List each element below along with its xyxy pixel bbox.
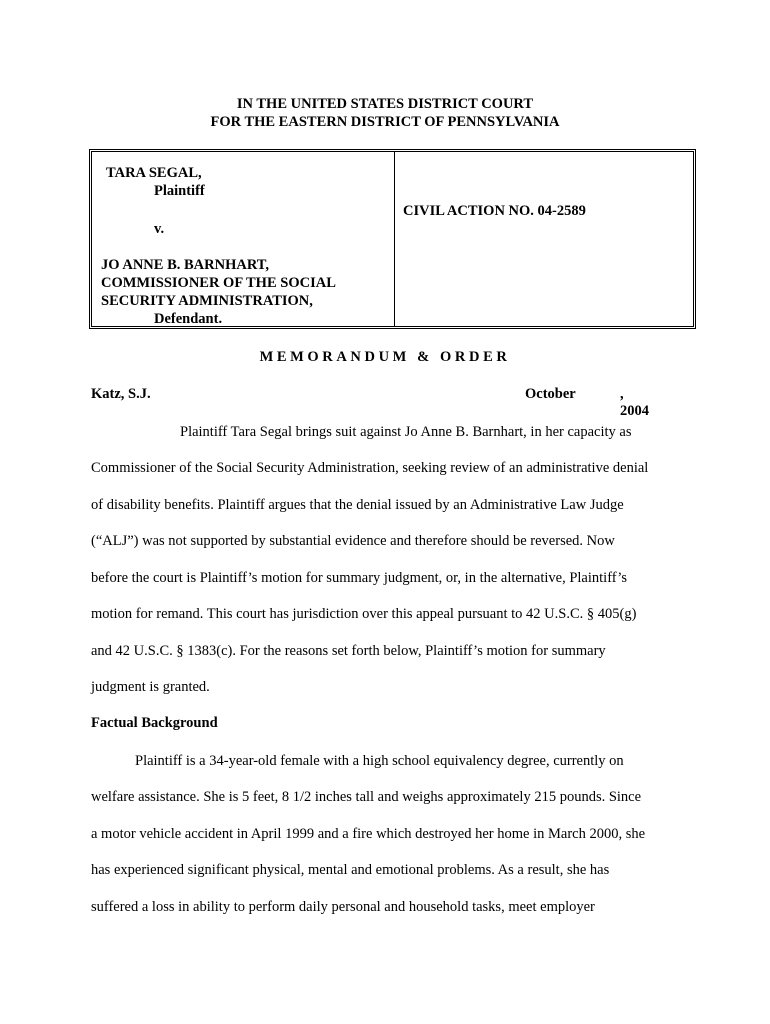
caption-divider: [394, 152, 395, 326]
defendant-role: Defendant.: [154, 311, 223, 327]
body-line: judgment is granted.: [91, 679, 210, 695]
defendant-title-line-1: COMMISSIONER OF THE SOCIAL: [101, 275, 336, 291]
date-month: October: [525, 386, 576, 402]
date-year: , 2004: [620, 386, 649, 419]
defendant-title-line-2: SECURITY ADMINISTRATION,: [101, 293, 313, 309]
defendant-name: JO ANNE B. BARNHART,: [101, 257, 270, 273]
case-caption-box: [89, 149, 696, 329]
body-line: Plaintiff Tara Segal brings suit against Jo Anne B. Barnhart, in her capacity as: [180, 424, 632, 440]
court-name-line-1: IN THE UNITED STATES DISTRICT COURT: [236, 96, 534, 112]
body-line: and 42 U.S.C. § 1383(c). For the reasons set forth below, Plaintiff’s motion for summary: [91, 643, 606, 659]
body-line: Plaintiff is a 34-year-old female with a high school equivalency degree, currently on: [135, 753, 624, 769]
judge-name: Katz, S.J.: [91, 386, 151, 402]
section-heading: Factual Background: [91, 715, 218, 731]
civil-action-number: CIVIL ACTION NO. 04-2589: [403, 203, 586, 219]
court-name-line-2: FOR THE EASTERN DISTRICT OF PENNSYLVANIA: [210, 114, 560, 130]
body-line: welfare assistance. She is 5 feet, 8 1/2 inches tall and weighs approximately 215 pounds. Since: [91, 789, 642, 805]
body-line: before the court is Plaintiff’s motion for summary judgment, or, in the alternative, Plaintiff’s: [91, 570, 628, 586]
body-line: a motor vehicle accident in April 1999 and a fire which destroyed her home in March 2000, she: [91, 826, 646, 842]
memorandum-title: MEMORANDUM & ORDER: [259, 349, 511, 365]
plaintiff-name: TARA SEGAL,: [106, 165, 202, 181]
plaintiff-role: Plaintiff: [154, 183, 205, 199]
body-line: (“ALJ”) was not supported by substantial evidence and therefore should be reversed. Now: [91, 533, 615, 549]
order-date: [525, 386, 649, 419]
body-line: suffered a loss in ability to perform daily personal and household tasks, meet employer: [91, 899, 595, 915]
body-line: motion for remand. This court has jurisdiction over this appeal pursuant to 42 U.S.C. § 405(g): [91, 606, 637, 622]
versus: v.: [154, 221, 165, 237]
body-line: of disability benefits. Plaintiff argues that the denial issued by an Administrative Law Judge: [91, 497, 624, 513]
body-line: Commissioner of the Social Security Administration, seeking review of an administrative denial: [91, 460, 649, 476]
body-line: has experienced significant physical, mental and emotional problems. As a result, she has: [91, 862, 610, 878]
